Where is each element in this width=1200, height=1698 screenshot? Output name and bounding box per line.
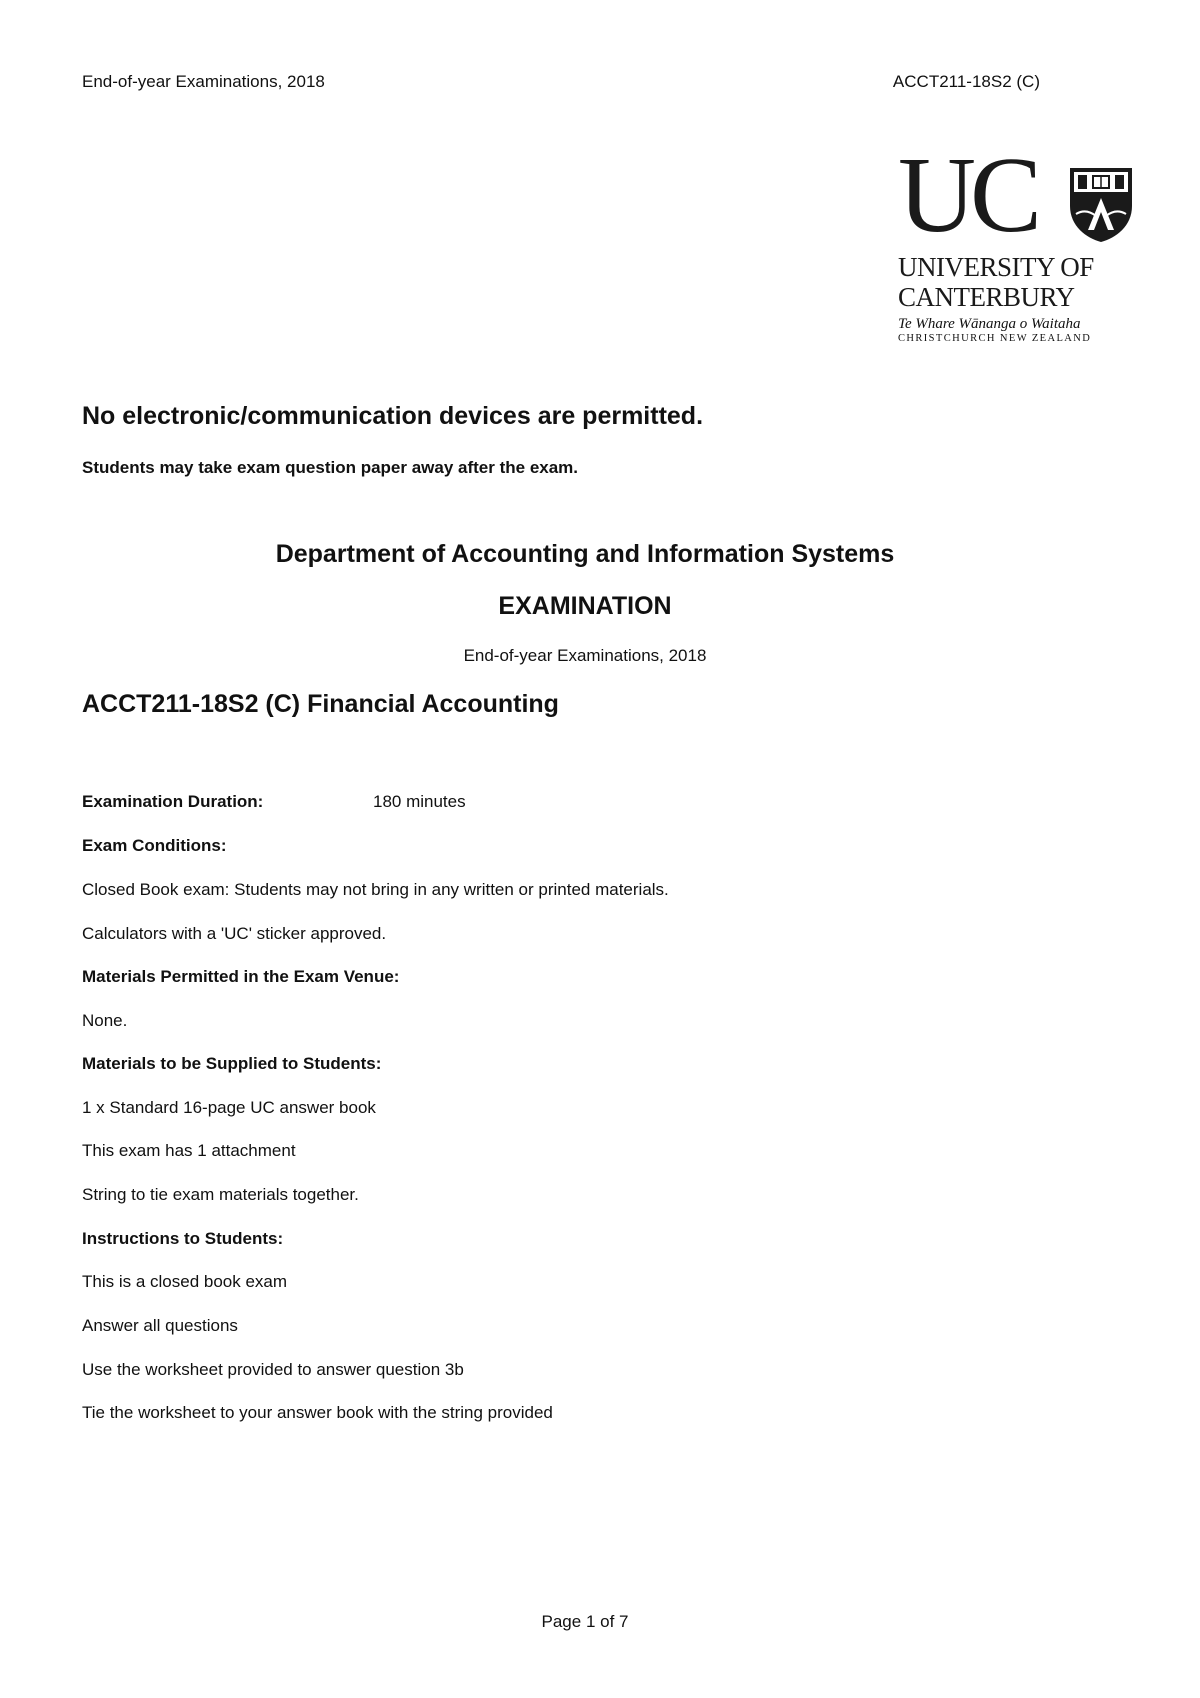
header-left: End-of-year Examinations, 2018 — [82, 72, 325, 91]
instruction-item: This is a closed book exam — [82, 1272, 288, 1291]
exam-heading: EXAMINATION — [498, 592, 672, 620]
supplied-item: This exam has 1 attachment — [82, 1141, 296, 1160]
exam-period: End-of-year Examinations, 2018 — [463, 646, 707, 665]
crest-icon — [1066, 164, 1136, 244]
supplied-item: 1 x Standard 16-page UC answer book — [82, 1098, 376, 1117]
supplied-label: Materials to be Supplied to Students: — [82, 1054, 382, 1073]
logo-uc-letters: UC — [898, 136, 1037, 255]
logo-maori-name: Te Whare Wānanga o Waitaha — [898, 316, 1081, 332]
condition-item: Closed Book exam: Students may not bring in any written or printed materials. — [82, 880, 669, 899]
devices-notice: No electronic/communication devices are permitted. — [82, 402, 704, 430]
university-logo — [898, 136, 1138, 344]
duration-label: Examination Duration: — [82, 792, 264, 811]
supplied-item: String to tie exam materials together. — [82, 1185, 359, 1204]
logo-line-canterbury: CANTERBURY — [898, 282, 1075, 312]
duration-value: 180 minutes — [373, 792, 466, 811]
logo-city: CHRISTCHURCH NEW ZEALAND — [898, 333, 1092, 344]
instruction-item: Answer all questions — [82, 1316, 238, 1335]
page-number: Page 1 of 7 — [541, 1612, 629, 1631]
take-away-notice: Students may take exam question paper away after the exam. — [82, 458, 579, 477]
logo-line-university: UNIVERSITY OF — [898, 252, 1094, 282]
header-right: ACCT211-18S2 (C) — [892, 72, 1040, 91]
course-title: ACCT211-18S2 (C) Financial Accounting — [82, 690, 559, 718]
instructions-label: Instructions to Students: — [82, 1229, 284, 1248]
permitted-label: Materials Permitted in the Exam Venue: — [82, 967, 400, 986]
permitted-item: None. — [82, 1011, 128, 1030]
instruction-item: Use the worksheet provided to answer question 3b — [82, 1360, 464, 1379]
instruction-item: Tie the worksheet to your answer book with the string provided — [82, 1403, 553, 1422]
department-title: Department of Accounting and Information Systems — [275, 540, 895, 568]
conditions-label: Exam Conditions: — [82, 836, 227, 855]
condition-item: Calculators with a 'UC' sticker approved. — [82, 924, 387, 943]
